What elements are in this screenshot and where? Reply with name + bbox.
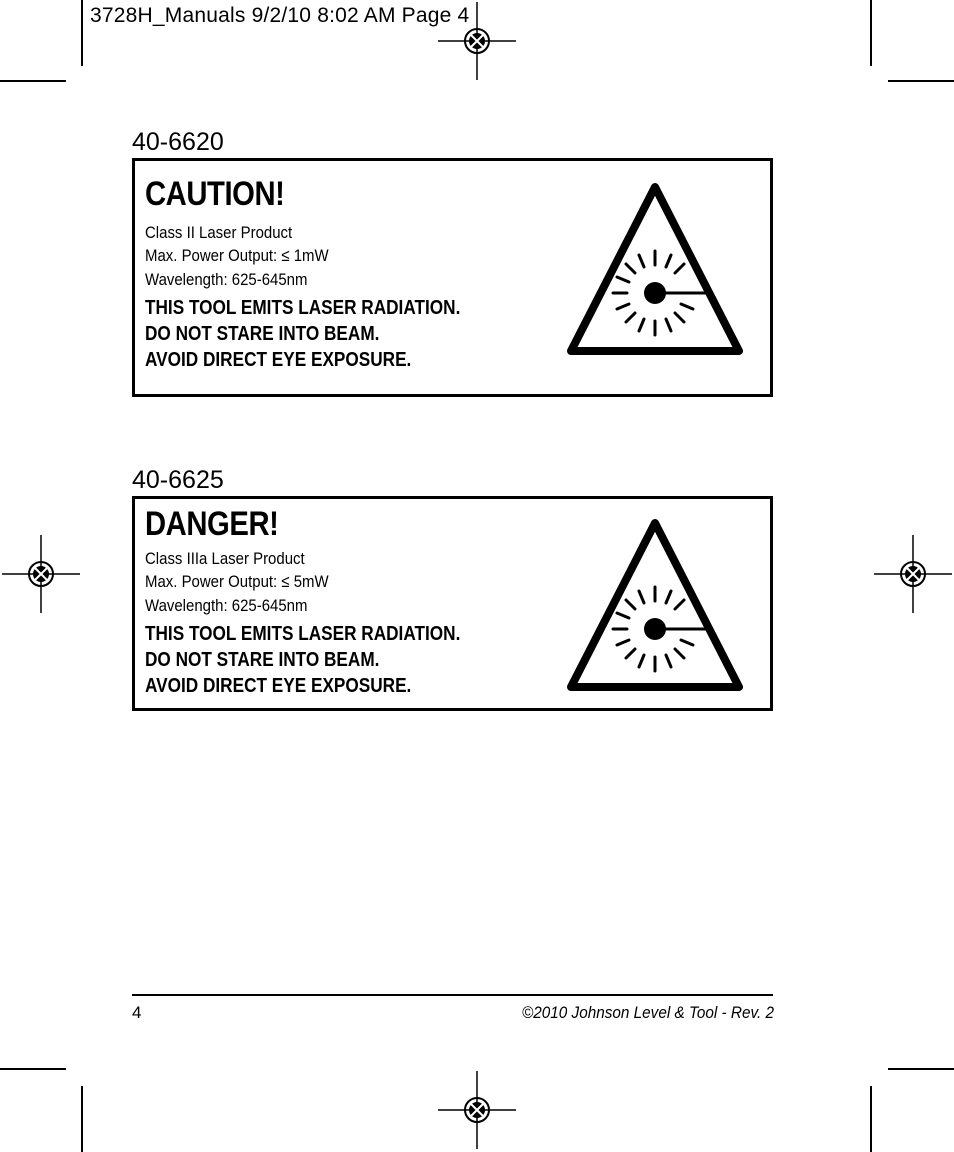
warning-line: AVOID DIRECT EYE EXPOSURE.	[145, 675, 412, 697]
warning-line: DO NOT STARE INTO BEAM.	[145, 649, 380, 671]
crop-mark	[81, 1086, 83, 1152]
crop-mark	[870, 0, 872, 66]
registration-mark-icon	[2, 535, 80, 613]
model-number: 40-6625	[132, 466, 224, 494]
laser-class: Class II Laser Product	[145, 223, 293, 242]
warning-line: THIS TOOL EMITS LASER RADIATION.	[145, 623, 461, 645]
warning-line: DO NOT STARE INTO BEAM.	[145, 323, 380, 345]
footer-rule	[132, 994, 773, 996]
power-output: Max. Power Output: ≤ 5mW	[145, 572, 329, 591]
print-slug: 3728H_Manuals 9/2/10 8:02 AM Page 4	[90, 4, 470, 27]
model-number: 40-6620	[132, 128, 224, 156]
registration-mark-icon	[438, 2, 516, 80]
registration-mark-icon	[438, 1071, 516, 1149]
label-heading: DANGER!	[145, 505, 279, 543]
caution-label	[132, 158, 773, 397]
laser-warning-icon	[567, 517, 743, 692]
crop-mark	[0, 80, 66, 82]
label-heading: CAUTION!	[145, 175, 285, 213]
page-number: 4	[132, 1003, 142, 1022]
crop-mark	[0, 1068, 66, 1070]
warning-line: AVOID DIRECT EYE EXPOSURE.	[145, 349, 412, 371]
power-output: Max. Power Output: ≤ 1mW	[145, 246, 329, 265]
danger-label	[132, 496, 773, 711]
wavelength: Wavelength: 625-645nm	[145, 596, 308, 615]
crop-mark	[888, 1068, 954, 1070]
laser-class: Class IIIa Laser Product	[145, 549, 305, 568]
warning-line: THIS TOOL EMITS LASER RADIATION.	[145, 297, 461, 319]
wavelength: Wavelength: 625-645nm	[145, 270, 308, 289]
crop-mark	[888, 80, 954, 82]
laser-warning-icon	[567, 181, 743, 356]
crop-mark	[870, 1086, 872, 1152]
registration-mark-icon	[874, 535, 952, 613]
crop-mark	[81, 0, 83, 66]
copyright-notice: ©2010 Johnson Level & Tool - Rev. 2	[522, 1003, 774, 1022]
